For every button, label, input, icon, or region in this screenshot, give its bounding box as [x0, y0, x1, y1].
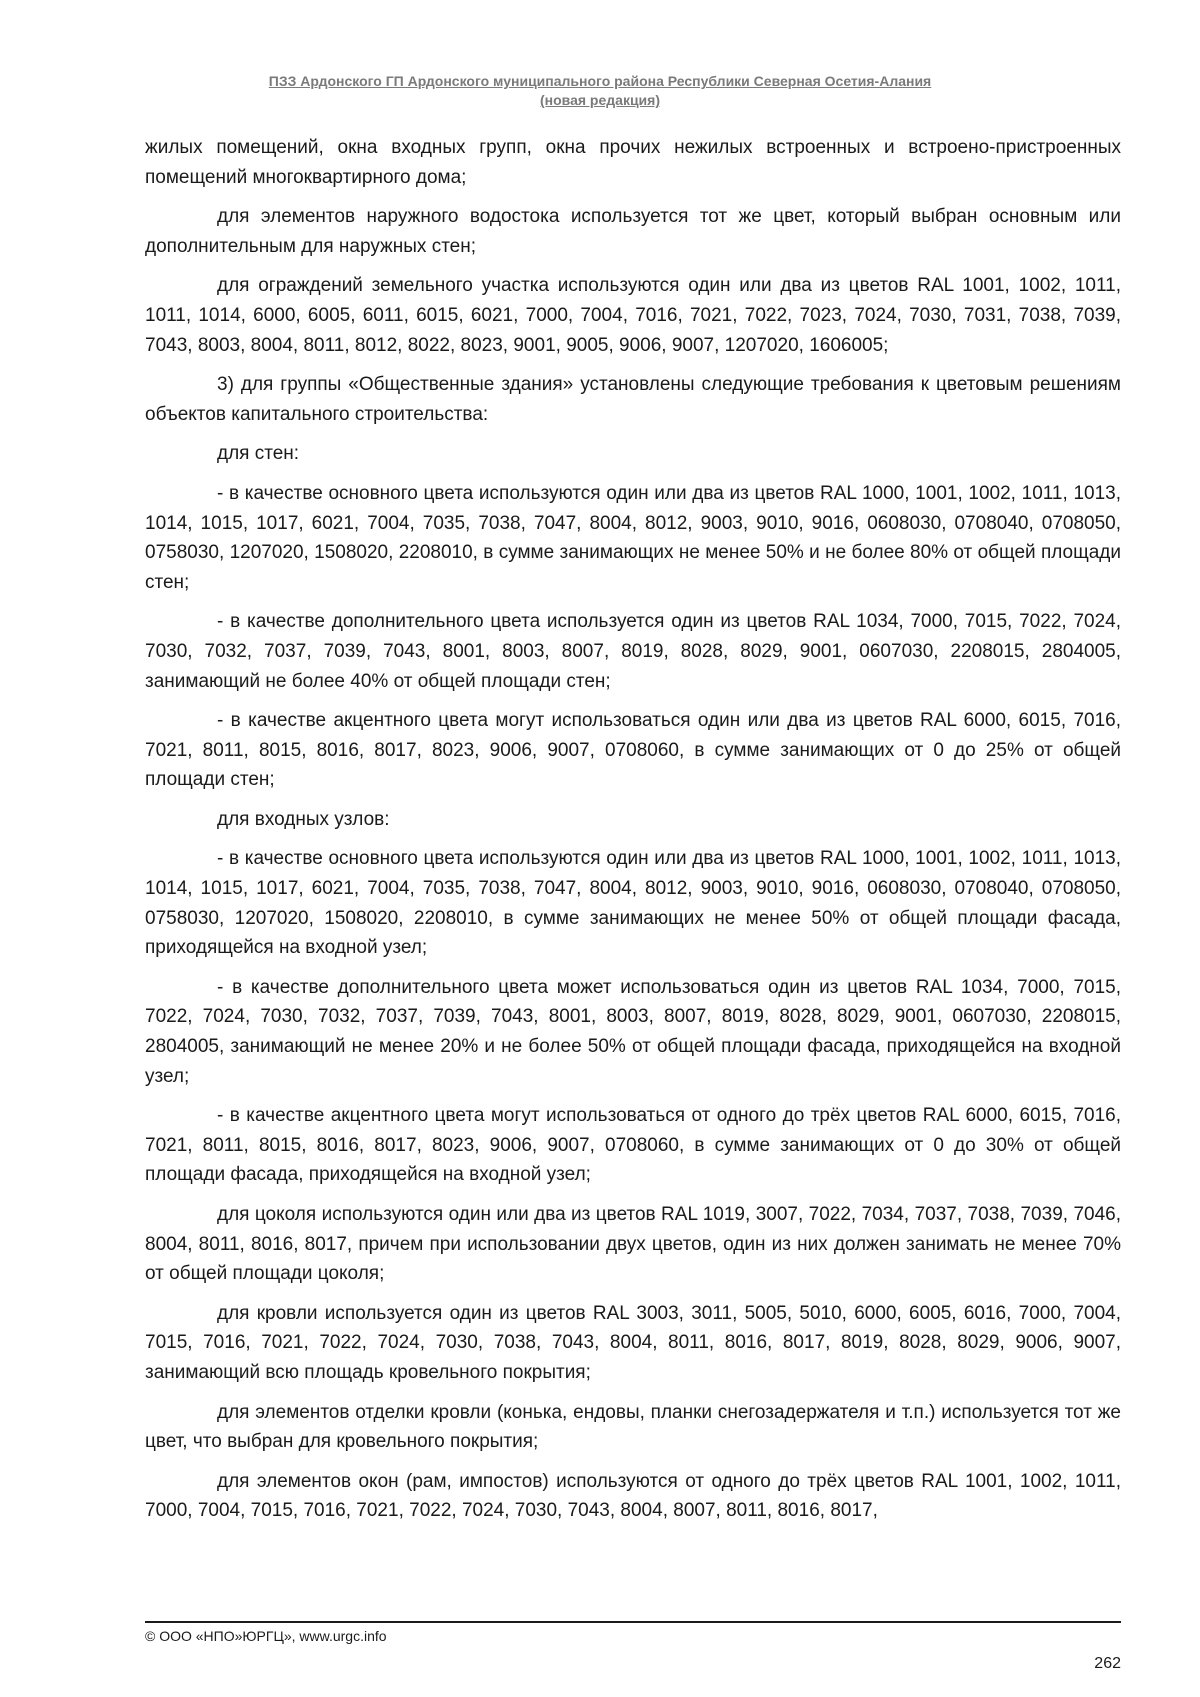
- paragraph: - в качестве основного цвета используются один или два из цветов RAL 1000, 1001, 1002, 1011, 1013, 1014, 1015, 1017, 6021, 7004, 7035, 7038, 7047, 8004, 8012, 9003, 9010, 9016, 0608030, 0708040, 0708050, 0758030, 1207020, 1508020, 2208010, в сумме занимающих не менее 50% от общей площади фасада, приходящейся на входной узел;: [145, 848, 1121, 959]
- paragraph: для элементов наружного водостока используется тот же цвет, который выбран основным или дополнительным для наружных стен;: [145, 206, 1121, 257]
- page-number: 262: [1094, 1655, 1121, 1672]
- paragraph: для кровли используется один из цветов RAL 3003, 3011, 5005, 5010, 6000, 6005, 6016, 7000, 7004, 7015, 7016, 7021, 7022, 7024, 7030, 7038, 7043, 8004, 8011, 8016, 8017, 8019, 8028, 8029, 9006, 9007, занимающий всю площадь кровельного покрытия;: [145, 1302, 1121, 1383]
- paragraph: - в качестве акцентного цвета могут использоваться один или два из цветов RAL 6000, 6015, 7016, 7021, 8011, 8015, 8016, 8017, 8023, 9006, 9007, 0708060, в сумме занимающих от 0 до 25% от общей площади стен;: [145, 710, 1121, 791]
- paragraph: для стен:: [217, 443, 300, 465]
- footer-copyright: © ООО «НПО»ЮРГЦ», www.urgc.info: [145, 1628, 387, 1644]
- paragraph: для входных узлов:: [217, 808, 390, 830]
- footer-divider: [145, 1621, 1121, 1623]
- paragraph: - в качестве дополнительного цвета может использоваться один из цветов RAL 1034, 7000, 7015, 7022, 7024, 7030, 7032, 7037, 7039, 7043, 8001, 8003, 8007, 8019, 8028, 8029, 9001, 0607030, 2208015, 2804005, занимающий не менее 20% и не более 50% от общей площади фасада, приходящейся на входной узел;: [145, 976, 1121, 1087]
- page-header: [0, 72, 1200, 110]
- paragraph: для цоколя используются один или два из цветов RAL 1019, 3007, 7022, 7034, 7037, 7038, 7039, 7046, 8004, 8011, 8016, 8017, причем при использовании двух цветов, один из них должен занимать не менее 70% от общей площади цоколя;: [145, 1204, 1121, 1285]
- paragraph: - в качестве акцентного цвета могут использоваться от одного до трёх цветов RAL 6000, 6015, 7016, 7021, 8011, 8015, 8016, 8017, 8023, 9006, 9007, 0708060, в сумме занимающих от 0 до 30% от общей площади фасада, приходящейся на входной узел;: [145, 1105, 1121, 1186]
- paragraph: для элементов отделки кровли (конька, ендовы, планки снегозадержателя и т.п.) используется тот же цвет, что выбран для кровельного покрытия;: [145, 1401, 1121, 1453]
- paragraph: 3) для группы «Общественные здания» установлены следующие требования к цветовым решениям объектов капитального строительства:: [145, 374, 1121, 425]
- paragraph: - в качестве основного цвета используются один или два из цветов RAL 1000, 1001, 1002, 1011, 1013, 1014, 1015, 1017, 6021, 7004, 7035, 7038, 7047, 8004, 8012, 9003, 9010, 9016, 0608030, 0708040, 0708050, 0758030, 1207020, 1508020, 2208010, в сумме занимающих не менее 50% и не более 80% от общей площади стен;: [145, 482, 1121, 593]
- paragraph: жилых помещений, окна входных групп, окна прочих нежилых встроенных и встроено-пристроенных помещений многоквартирного дома;: [145, 137, 1121, 188]
- paragraph: - в качестве дополнительного цвета используется один из цветов RAL 1034, 7000, 7015, 7022, 7024, 7030, 7032, 7037, 7039, 7043, 8001, 8003, 8007, 8019, 8028, 8029, 9001, 0607030, 2208015, 2804005, занимающий не более 40% от общей площади стен;: [145, 611, 1121, 692]
- header-subtitle: (новая редакция): [540, 92, 660, 108]
- header-title: ПЗЗ Ардонского ГП Ардонского муниципального района Республики Северная Осетия-Алания: [268, 73, 932, 89]
- paragraph: для ограждений земельного участка используются один или два из цветов RAL 1001, 1002, 1011, 1011, 1014, 6000, 6005, 6011, 6015, 6021, 7000, 7004, 7016, 7021, 7022, 7023, 7024, 7030, 7031, 7038, 7039, 7043, 8003, 8004, 8011, 8012, 8022, 8023, 9001, 9005, 9006, 9007, 1207020, 1606005;: [145, 275, 1121, 356]
- paragraph: для элементов окон (рам, импостов) используются от одного до трёх цветов RAL 1001, 1002, 1011, 7000, 7004, 7015, 7016, 7021, 7022, 7024, 7030, 7043, 8004, 8007, 8011, 8016, 8017,: [145, 1470, 1121, 1522]
- document-body: [145, 133, 1121, 1536]
